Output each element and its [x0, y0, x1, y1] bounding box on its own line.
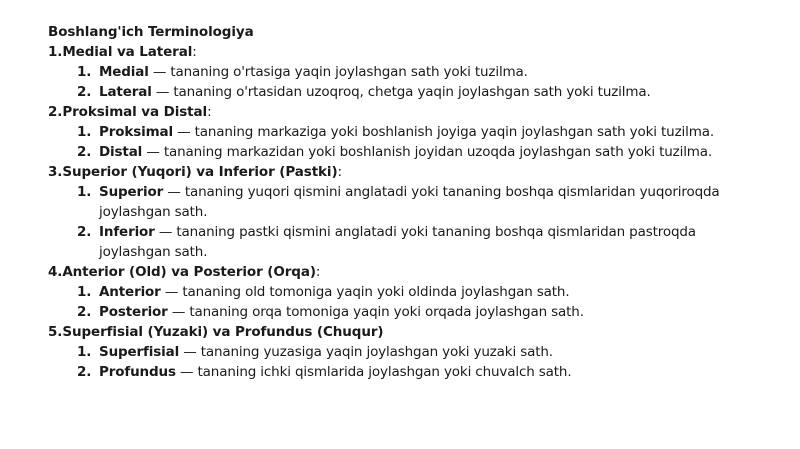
item-term: Lateral — [99, 84, 152, 100]
section-name: Proksimal va Distal — [62, 104, 208, 120]
section-number: 1. — [48, 44, 63, 60]
term-list-item — [48, 282, 780, 302]
term-list-item — [48, 302, 780, 322]
term-list-item — [48, 82, 780, 102]
item-separator: — — [167, 304, 190, 320]
item-definition: tananing old tomoniga yaqin yoki oldinda joylashgan sath. — [182, 284, 570, 300]
item-number: 2. — [77, 304, 92, 320]
term-list-item — [48, 222, 780, 262]
item-term: Anterior — [99, 284, 161, 300]
item-definition: tananing o'rtasidan uzoqroq, chetga yaqin joylashgan sath yoki tuzilma. — [173, 84, 651, 100]
item-number: 1. — [77, 64, 92, 80]
item-number: 2. — [77, 224, 92, 240]
item-term: Superior — [99, 184, 164, 200]
item-separator: — — [148, 64, 171, 80]
section-heading — [48, 262, 780, 282]
item-separator: — — [160, 284, 183, 300]
term-list-item — [48, 122, 780, 142]
item-number: 2. — [77, 144, 92, 160]
item-separator: — — [172, 124, 195, 140]
item-term: Proksimal — [99, 124, 173, 140]
section-name: Superior (Yuqori) va Inferior (Pastki) — [62, 164, 338, 180]
item-text — [99, 282, 729, 302]
term-section — [48, 102, 780, 162]
item-separator: — — [175, 364, 198, 380]
section-name: Anterior (Old) va Posterior (Orqa) — [62, 264, 316, 280]
item-text — [99, 182, 729, 222]
item-number: 1. — [77, 184, 92, 200]
item-definition: tananing ichki qismlarida joylashgan yoki chuvalch sath. — [197, 364, 572, 380]
term-list — [48, 282, 780, 322]
section-heading — [48, 322, 780, 342]
item-term: Posterior — [99, 304, 168, 320]
term-list-item — [48, 62, 780, 82]
item-separator: — — [163, 184, 185, 200]
term-list — [48, 62, 780, 102]
term-list-item — [48, 362, 780, 382]
term-list-item — [48, 342, 780, 362]
item-definition: tananing yuzasiga yaqin joylashgan yoki yuzaki sath. — [200, 344, 553, 360]
item-definition: tananing yuqori qismini anglatadi yoki tananing boshqa qismlaridan yuqoriroqda joylashgan sath. — [99, 184, 720, 220]
item-term: Profundus — [99, 364, 176, 380]
item-separator: — — [142, 144, 164, 160]
document-title: Boshlang'ich Terminologiya — [48, 24, 254, 40]
item-separator: — — [151, 84, 174, 100]
term-list — [48, 342, 780, 382]
section-suffix: : — [315, 264, 321, 280]
item-text — [99, 82, 729, 102]
section-number: 2. — [48, 104, 63, 120]
item-text — [99, 142, 729, 162]
section-heading — [48, 162, 780, 182]
item-number: 1. — [77, 284, 92, 300]
item-term: Distal — [99, 144, 143, 160]
item-definition: tananing markazidan yoki boshlanish joyidan uzoqda joylashgan sath yoki tuzilma. — [163, 144, 713, 160]
section-heading — [48, 102, 780, 122]
item-text — [99, 122, 729, 142]
item-number: 1. — [77, 344, 92, 360]
section-suffix: : — [337, 164, 342, 180]
item-definition: tananing orqa tomoniga yaqin yoki orqada joylashgan sath. — [189, 304, 584, 320]
term-list-item — [48, 182, 780, 222]
term-list-item — [48, 142, 780, 162]
item-text — [99, 222, 729, 262]
section-name: Superfisial (Yuzaki) va Profundus (Chuqur) — [62, 324, 384, 340]
term-section — [48, 162, 780, 262]
item-separator: — — [154, 224, 177, 240]
term-list — [48, 122, 780, 162]
section-name: Medial va Lateral — [62, 44, 193, 60]
item-term: Superfisial — [99, 344, 180, 360]
item-text — [99, 362, 729, 382]
item-definition: tananing pastki qismini anglatadi yoki tananing boshqa qismlaridan pastroqda joylashgan sath. — [99, 224, 696, 260]
section-number: 5. — [48, 324, 63, 340]
item-separator: — — [179, 344, 201, 360]
term-section — [48, 42, 780, 102]
term-section — [48, 322, 780, 382]
section-number: 3. — [48, 164, 63, 180]
section-heading — [48, 42, 780, 62]
item-number: 2. — [77, 84, 92, 100]
item-term: Medial — [99, 64, 149, 80]
term-section — [48, 262, 780, 322]
item-text — [99, 62, 729, 82]
term-list — [48, 182, 780, 262]
item-definition: tananing markaziga yoki boshlanish joyiga yaqin joylashgan sath yoki tuzilma. — [194, 124, 714, 140]
item-number: 1. — [77, 124, 92, 140]
section-suffix: : — [192, 44, 197, 60]
sections-container — [48, 42, 780, 382]
section-number: 4. — [48, 264, 63, 280]
item-text — [99, 302, 729, 322]
item-term: Inferior — [99, 224, 155, 240]
item-number: 2. — [77, 364, 92, 380]
document-slide — [48, 22, 780, 382]
item-text — [99, 342, 729, 362]
section-suffix: : — [207, 104, 212, 120]
item-definition: tananing o'rtasiga yaqin joylashgan sath yoki tuzilma. — [170, 64, 528, 80]
